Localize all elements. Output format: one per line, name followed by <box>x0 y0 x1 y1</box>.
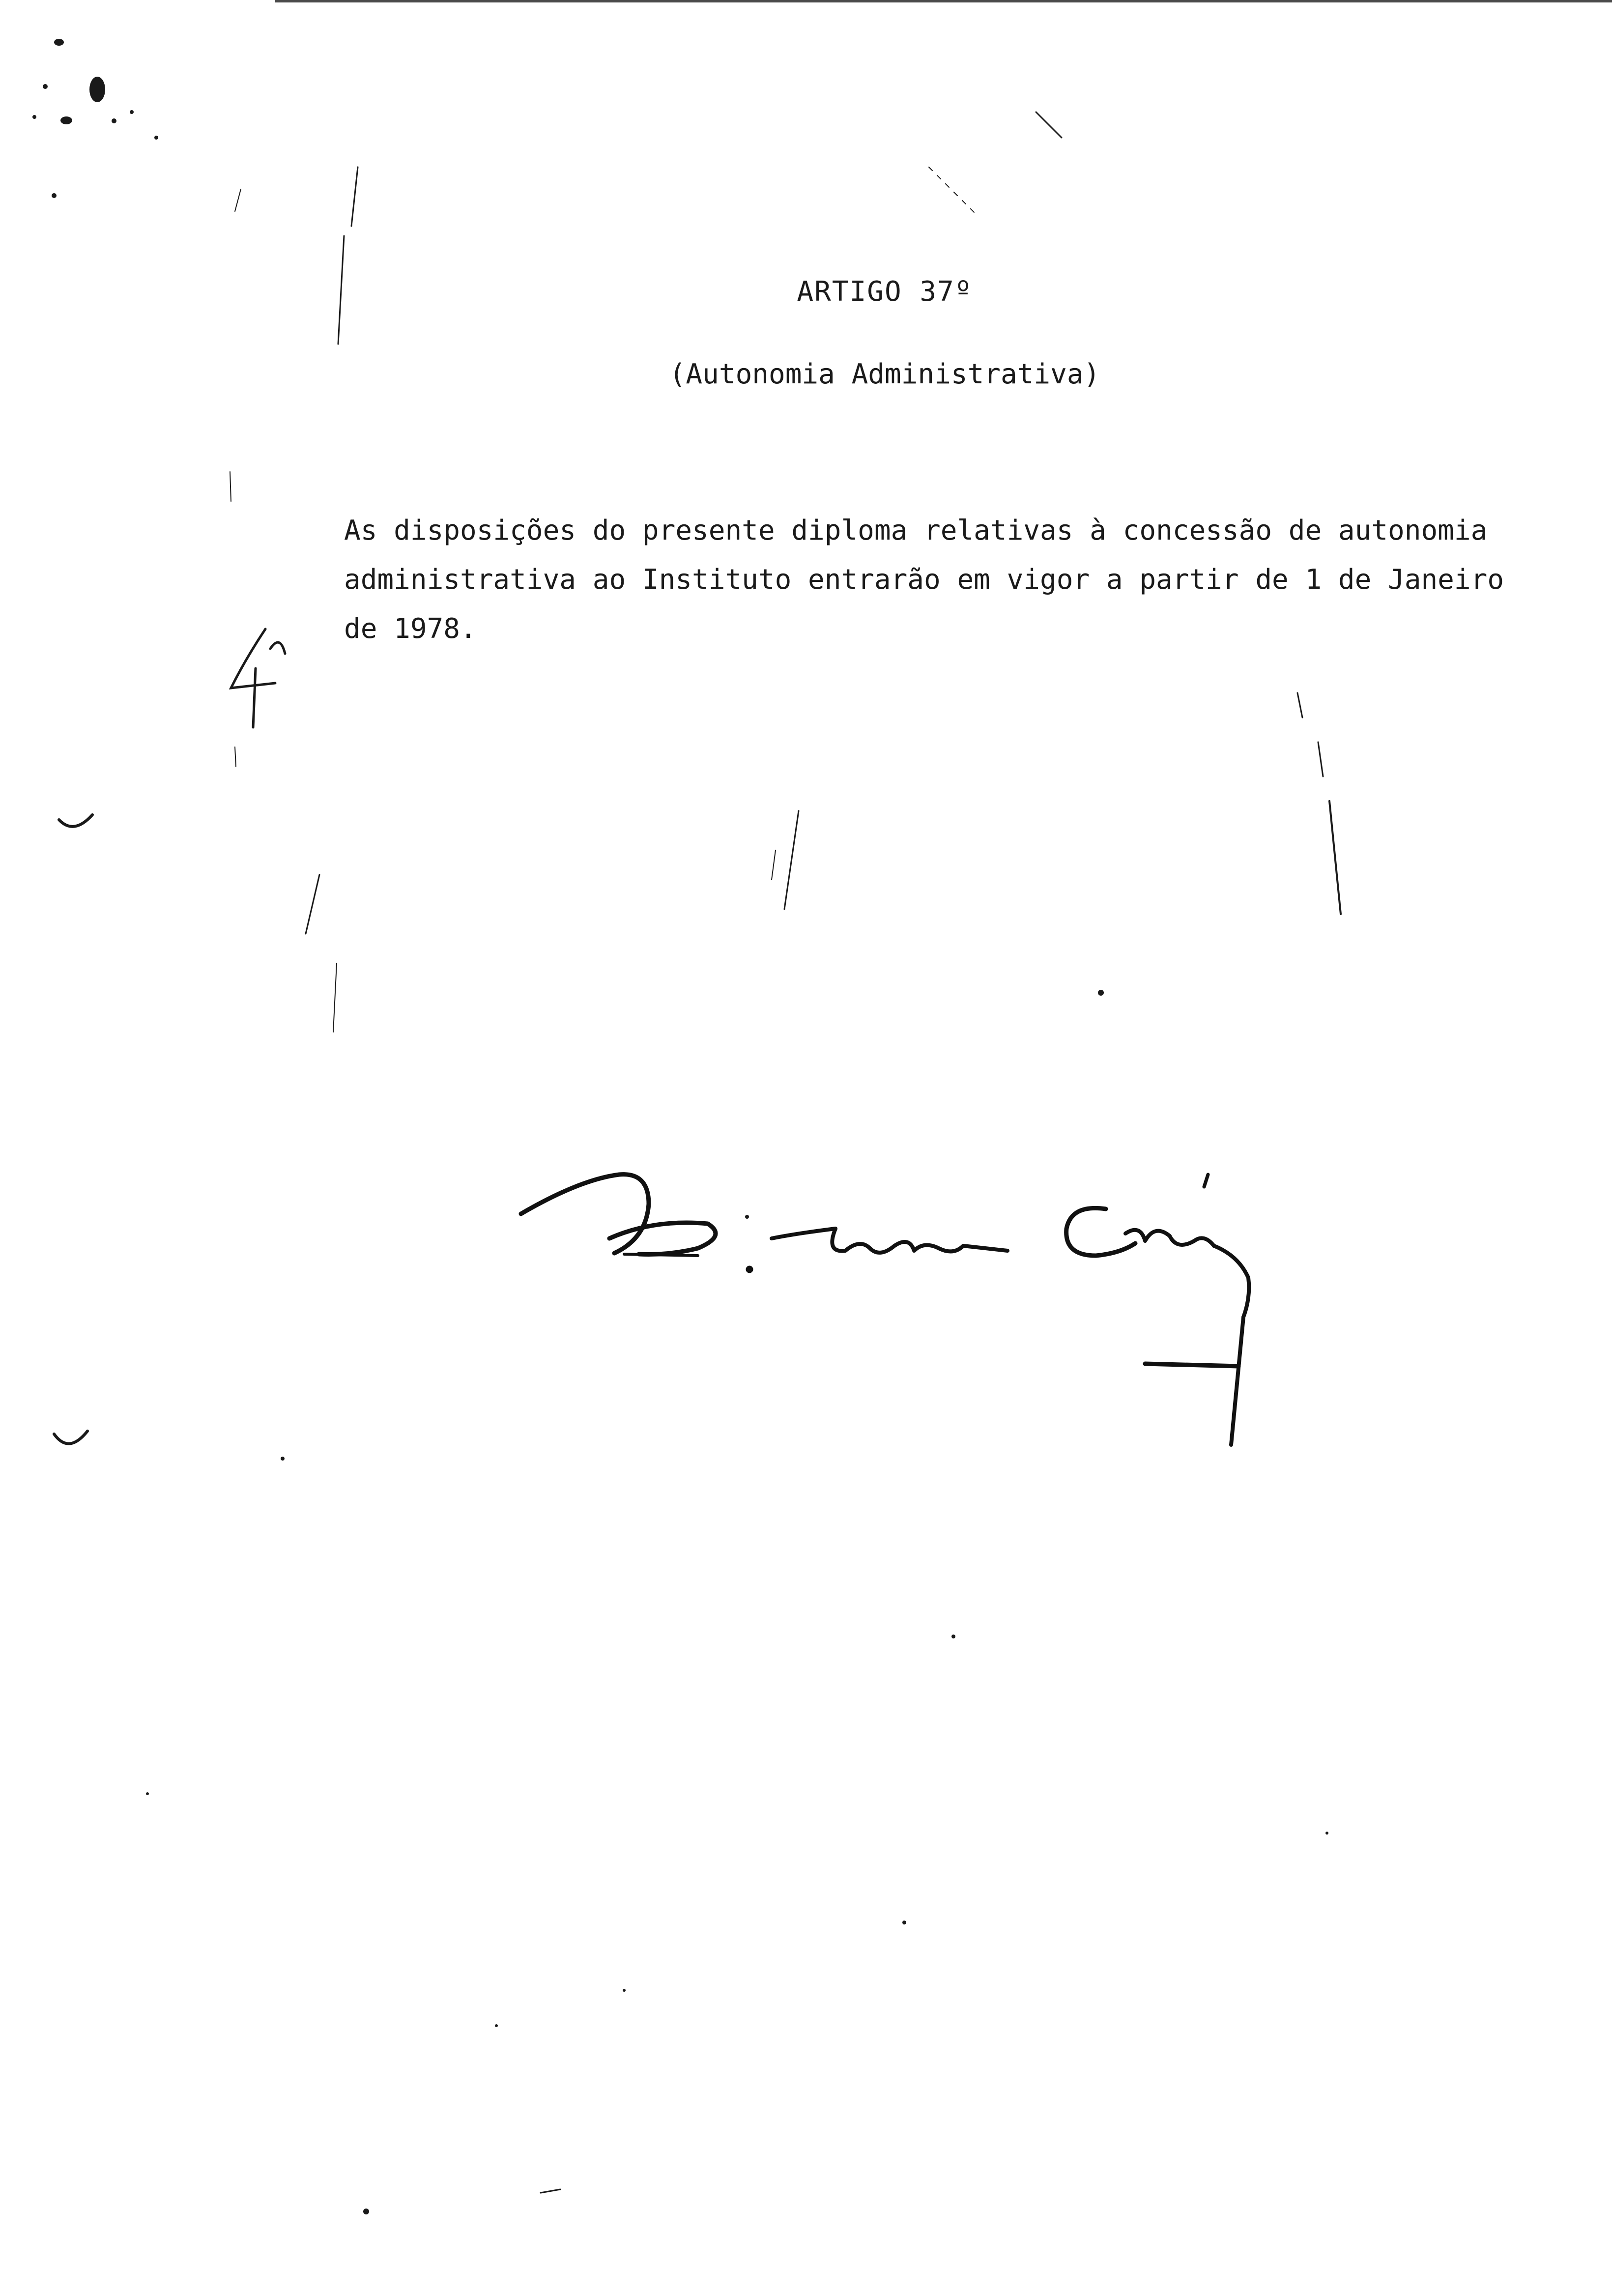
handwritten-signature <box>491 1150 1376 1494</box>
article-body: As disposições do presente diploma relativas à concessão de autonomia administrativa ao Instituto entrarão em vigor a partir de 1 de Janeiro de 1978. <box>344 515 1504 645</box>
article-subtitle: (Autonomia Administrativa) <box>669 358 1100 390</box>
article-heading: ARTIGO 37º <box>797 276 973 308</box>
scan-top-edge <box>275 0 1612 2</box>
margin-initial-mark <box>216 614 305 742</box>
